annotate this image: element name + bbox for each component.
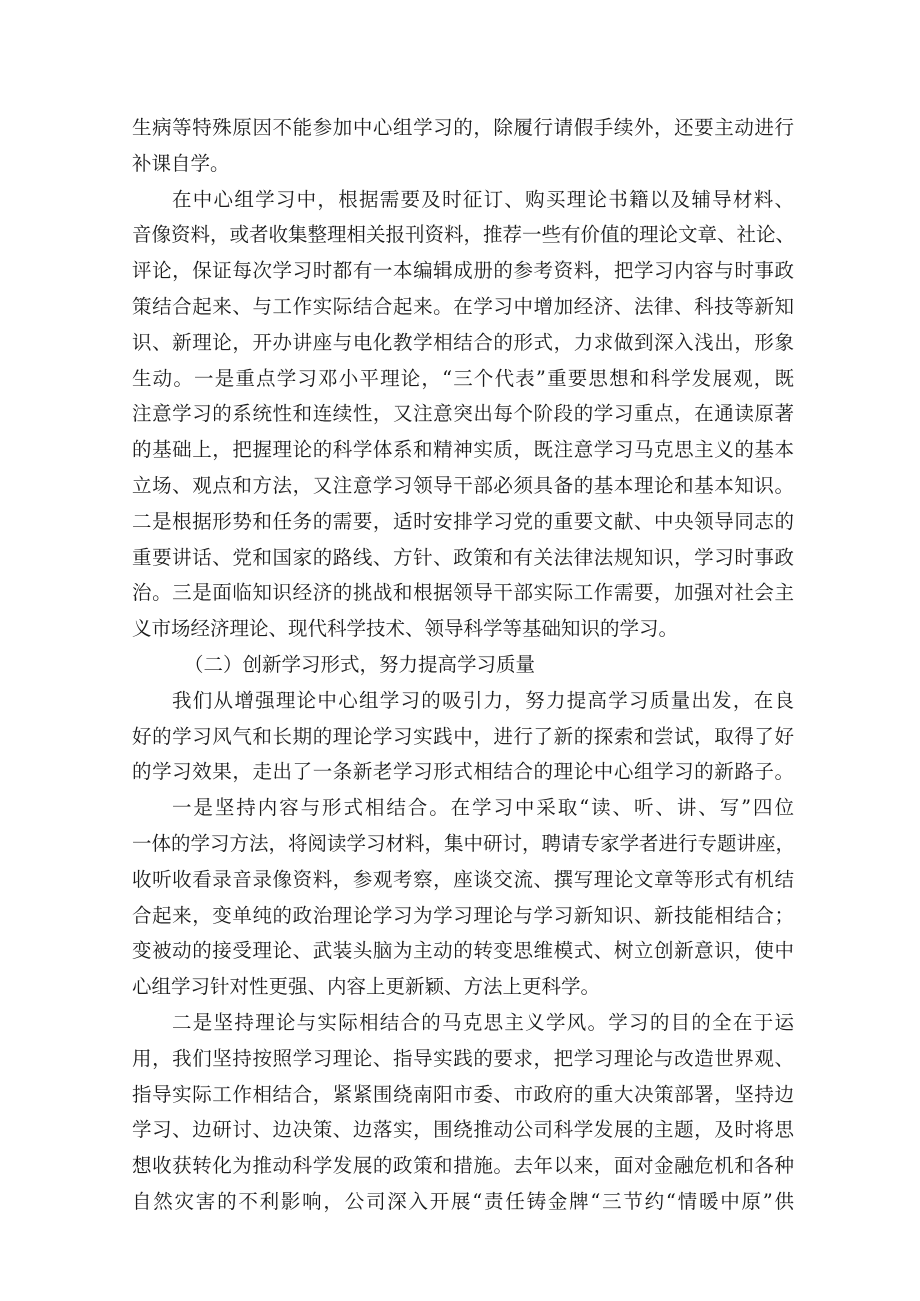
paragraph-first-line: 二是坚持理论与实际相结合的马克思主义学风。学习的目的全在于运 [172,1010,794,1034]
text-line: 合起来，变单纯的政治理论学习为学习理论与学习新知识、新技能相结合； [132,903,794,927]
text-line: 识、新理论，开办讲座与电化教学相结合的形式，力求做到深入浅出，形象 [132,330,794,354]
text-line: 补课自学。 [132,151,230,175]
text-line: 义市场经济理论、现代科学技术、领导科学等基础知识的学习。 [132,617,679,641]
text-line: 治。三是面临知识经济的挑战和根据领导干部实际工作需要，加强对社会主 [132,581,794,605]
document-body [132,110,794,1220]
text-line: 的基础上，把握理论的科学体系和精神实质，既注意学习马克思主义的基本 [132,438,794,462]
text-line: 生病等特殊原因不能参加中心组学习的，除履行请假手续外，还要主动进行 [132,116,794,139]
text-line: 心组学习针对性更强、内容上更新颖、方法上更科学。 [132,975,601,999]
paragraph-first-line: 一是坚持内容与形式相结合。在学习中采取“读、听、讲、写”四位 [172,796,794,820]
text-line: 好的学习风气和长期的理论学习实践中，进行了新的探索和尝试，取得了好 [132,724,794,748]
text-line: 想收获转化为推动科学发展的政策和措施。去年以来，面对金融危机和各种 [132,1154,794,1178]
text-line: 指导实际工作相结合，紧紧围绕南阳市委、市政府的重大决策部署，坚持边 [132,1082,794,1106]
text-line: 变被动的接受理论、武装头脑为主动的转变思维模式、树立创新意识，使中 [132,939,794,963]
text-line: 策结合起来、与工作实际结合起来。在学习中增加经济、法律、科技等新知 [132,294,794,318]
text-line: 注意学习的系统性和连续性，又注意突出每个阶段的学习重点，在通读原著 [132,402,794,426]
text-line: 学习、边研讨、边决策、边落实，围绕推动公司科学发展的主题，及时将思 [132,1118,794,1142]
text-line: 收听收看录音录像资料，参观考察，座谈交流、撰写理论文章等形式有机结 [132,867,794,891]
section-heading: （二）创新学习形式，努力提高学习质量 [184,652,536,676]
text-line: 一体的学习方法，将阅读学习材料，集中研讨，聘请专家学者进行专题讲座， [132,831,796,855]
text-line: 的学习效果，走出了一条新老学习形式相结合的理论中心组学习的新路子。 [132,760,794,784]
text-line: 用，我们坚持按照学习理论、指导实践的要求，把学习理论与改造世界观、 [132,1046,794,1070]
text-line: 重要讲话、党和国家的路线、方针、政策和有关法律法规知识，学习时事政 [132,545,794,569]
text-line: 评论，保证每次学习时都有一本编辑成册的参考资料，把学习内容与时事政 [132,259,794,283]
text-line: 自然灾害的不利影响，公司深入开展“责任铸金牌“三节约“情暖中原”供 [132,1189,794,1213]
text-line: 二是根据形势和任务的需要，适时安排学习党的重要文献、中央领导同志的 [132,509,794,533]
paragraph-first-line: 我们从增强理论中心组学习的吸引力，努力提高学习质量出发，在良 [172,688,794,712]
text-line: 立场、观点和方法，又注意学习领导干部必须具备的基本理论和基本知识。 [132,473,794,497]
text-line: 生动。一是重点学习邓小平理论，“三个代表”重要思想和科学发展观，既 [132,366,794,390]
text-line: 音像资料，或者收集整理相关报刊资料，推荐一些有价值的理论文章、社论、 [132,223,796,247]
paragraph-first-line: 在中心组学习中，根据需要及时征订、购买理论书籍以及辅导材料、 [172,187,794,211]
